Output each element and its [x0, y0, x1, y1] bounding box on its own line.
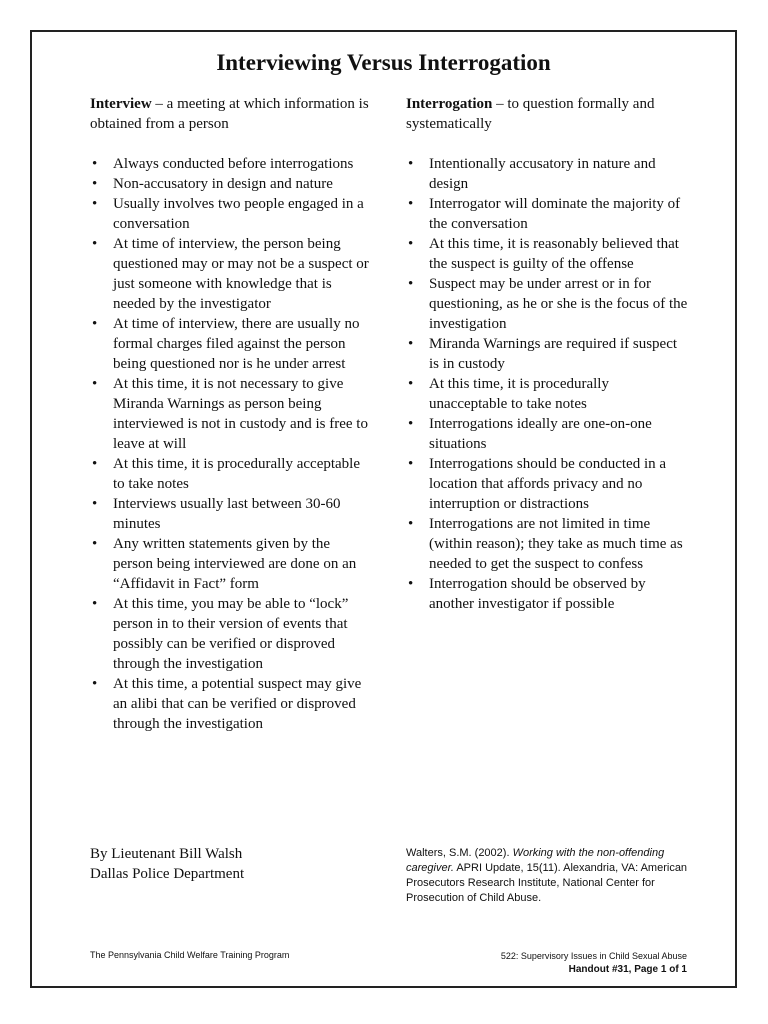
footer-handout: Handout #31, Page 1 of 1	[568, 964, 687, 975]
interview-bullet: • At this time, you may be able to “lock” person in to their version of events that possibly can be verified or disproved through the investigation	[90, 594, 370, 674]
interview-bullet: • At this time, it is not necessary to give Miranda Warnings as person being interviewed is not in custody and is free to leave at will	[90, 374, 370, 454]
interview-bullet: • At time of interview, the person being questioned may or may not be a suspect or just someone with knowledge that is needed by the investigator	[90, 234, 370, 314]
author-name: By Lieutenant Bill Walsh	[90, 846, 243, 862]
footer-right-block	[501, 950, 687, 976]
interrogation-definition-text: – to question formally and systematically	[406, 96, 655, 132]
citation-prefix: Walters, S.M. (2002).	[406, 847, 513, 859]
interview-definition	[90, 94, 370, 134]
author-affiliation: Dallas Police Department	[90, 866, 245, 882]
document-title: Interviewing Versus Interrogation	[216, 50, 551, 75]
interview-definition-text: – a meeting at which information is obtained from a person	[90, 96, 369, 132]
interrogation-term: Interrogation	[406, 96, 493, 112]
interrogation-bullet: • Interrogator will dominate the majority of the conversation	[406, 194, 688, 234]
interview-bullet-list	[90, 154, 370, 734]
interview-bullet: • Always conducted before interrogations	[90, 154, 370, 174]
citation-reference	[406, 846, 696, 906]
footer-course: 522: Supervisory Issues in Child Sexual Abuse	[500, 951, 687, 961]
interview-bullet: • Non-accusatory in design and nature	[90, 174, 370, 194]
interrogation-bullet: • At this time, it is reasonably believed that the suspect is guilty of the offense	[406, 234, 688, 274]
interrogation-bullet: • Interrogations should be conducted in a location that affords privacy and no interruption or distractions	[406, 454, 688, 514]
citation-suffix: APRI Update, 15(11). Alexandria, VA: American Prosecutors Research Institute, National Center for Prosecution of Child Abuse.	[406, 862, 688, 904]
interview-bullet: • Usually involves two people engaged in a conversation	[90, 194, 370, 234]
interrogation-bullet-list	[406, 154, 688, 614]
interrogation-bullet: • Suspect may be under arrest or in for questioning, as he or she is the focus of the investigation	[406, 274, 688, 334]
interview-column	[90, 94, 370, 734]
interrogation-column	[406, 94, 688, 614]
interrogation-definition	[406, 94, 688, 134]
interview-bullet: • Interviews usually last between 30-60 minutes	[90, 494, 370, 534]
footer-program: The Pennsylvania Child Welfare Training Program	[90, 950, 290, 960]
interview-bullet: • At time of interview, there are usually no formal charges filed against the person being questioned nor is he under arrest	[90, 314, 370, 374]
document-page	[30, 30, 737, 988]
interview-bullet: • At this time, a potential suspect may give an alibi that can be verified or disproved through the investigation	[90, 674, 370, 734]
interrogation-bullet: • Interrogation should be observed by another investigator if possible	[406, 574, 688, 614]
author-block	[90, 844, 244, 884]
interrogation-bullet: • Interrogations are not limited in time (within reason); they take as much time as needed to get the suspect to confess	[406, 514, 688, 574]
interrogation-bullet: • Miranda Warnings are required if suspect is in custody	[406, 334, 688, 374]
citation-title: Working with the non-offending caregiver.	[406, 847, 665, 874]
interview-bullet: • Any written statements given by the person being interviewed are done on an “Affidavit in Fact” form	[90, 534, 370, 594]
interrogation-bullet: • At this time, it is procedurally unacceptable to take notes	[406, 374, 688, 414]
interrogation-bullet: • Intentionally accusatory in nature and design	[406, 154, 688, 194]
interview-term: Interview	[90, 96, 152, 112]
interrogation-bullet: • Interrogations ideally are one-on-one situations	[406, 414, 688, 454]
interview-bullet: • At this time, it is procedurally acceptable to take notes	[90, 454, 370, 494]
